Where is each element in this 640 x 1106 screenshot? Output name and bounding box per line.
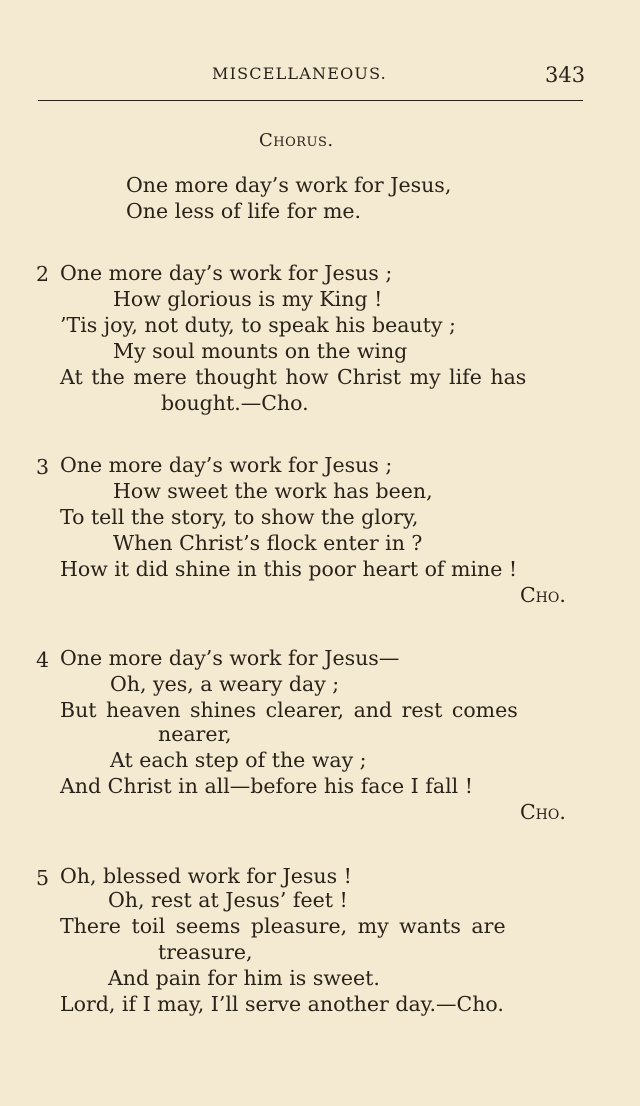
verse-4-line-1: One more day’s work for Jesus— <box>60 646 400 670</box>
verse-4-line-4: nearer, <box>158 722 232 746</box>
verse-3-line-5: How it did shine in this poor heart of mine ! <box>60 557 518 581</box>
verse-2-line-4: My soul mounts on the wing <box>113 339 408 363</box>
verse-4-line-7: Cho. <box>520 800 566 824</box>
verse-3-line-6: Cho. <box>520 583 566 607</box>
verse-5-line-6: Lord, if I may, I’ll serve another day.—Cho. <box>60 992 504 1016</box>
verse-3-line-2: How sweet the work has been, <box>113 479 433 503</box>
verse-4-line-2: Oh, yes, a weary day ; <box>110 672 340 696</box>
verse-2-line-2: How glorious is my King ! <box>113 287 383 311</box>
verse-5-line-2: Oh, rest at Jesus’ feet ! <box>108 888 348 912</box>
chorus-line-1: One more day’s work for Jesus, <box>126 173 452 197</box>
verse-3-line-4: When Christ’s flock enter in ? <box>113 531 423 555</box>
chorus-heading: Chorus. <box>259 130 334 151</box>
running-header: MISCELLANEOUS. <box>212 64 387 83</box>
header-rule <box>38 100 583 101</box>
verse-4-line-5: At each step of the way ; <box>110 748 367 772</box>
verse-number-4: 4 <box>36 648 50 672</box>
verse-4-line-3: But heaven shines clearer, and rest comes <box>60 698 518 722</box>
verse-5-line-4: treasure, <box>158 940 253 964</box>
verse-2-line-1: One more day’s work for Jesus ; <box>60 261 393 285</box>
verse-3-line-3: To tell the story, to show the glory, <box>60 505 419 529</box>
chorus-line-2: One less of life for me. <box>126 199 362 223</box>
verse-2-line-3: ’Tis joy, not duty, to speak his beauty ; <box>60 313 456 337</box>
verse-2-line-5: At the mere thought how Christ my life has <box>60 365 527 389</box>
verse-5-line-1: Oh, blessed work for Jesus ! <box>60 864 352 888</box>
verse-2-line-6: bought.—Cho. <box>161 391 309 415</box>
verse-4-line-6: And Christ in all—before his face I fall ! <box>60 774 473 798</box>
page-number: 343 <box>545 63 586 87</box>
verse-5-line-3: There toil seems pleasure, my wants are <box>60 914 506 938</box>
verse-5-line-5: And pain for him is sweet. <box>108 966 380 990</box>
verse-number-3: 3 <box>36 455 50 479</box>
verse-number-5: 5 <box>36 866 50 890</box>
verse-3-line-1: One more day’s work for Jesus ; <box>60 453 393 477</box>
verse-number-2: 2 <box>36 262 50 286</box>
